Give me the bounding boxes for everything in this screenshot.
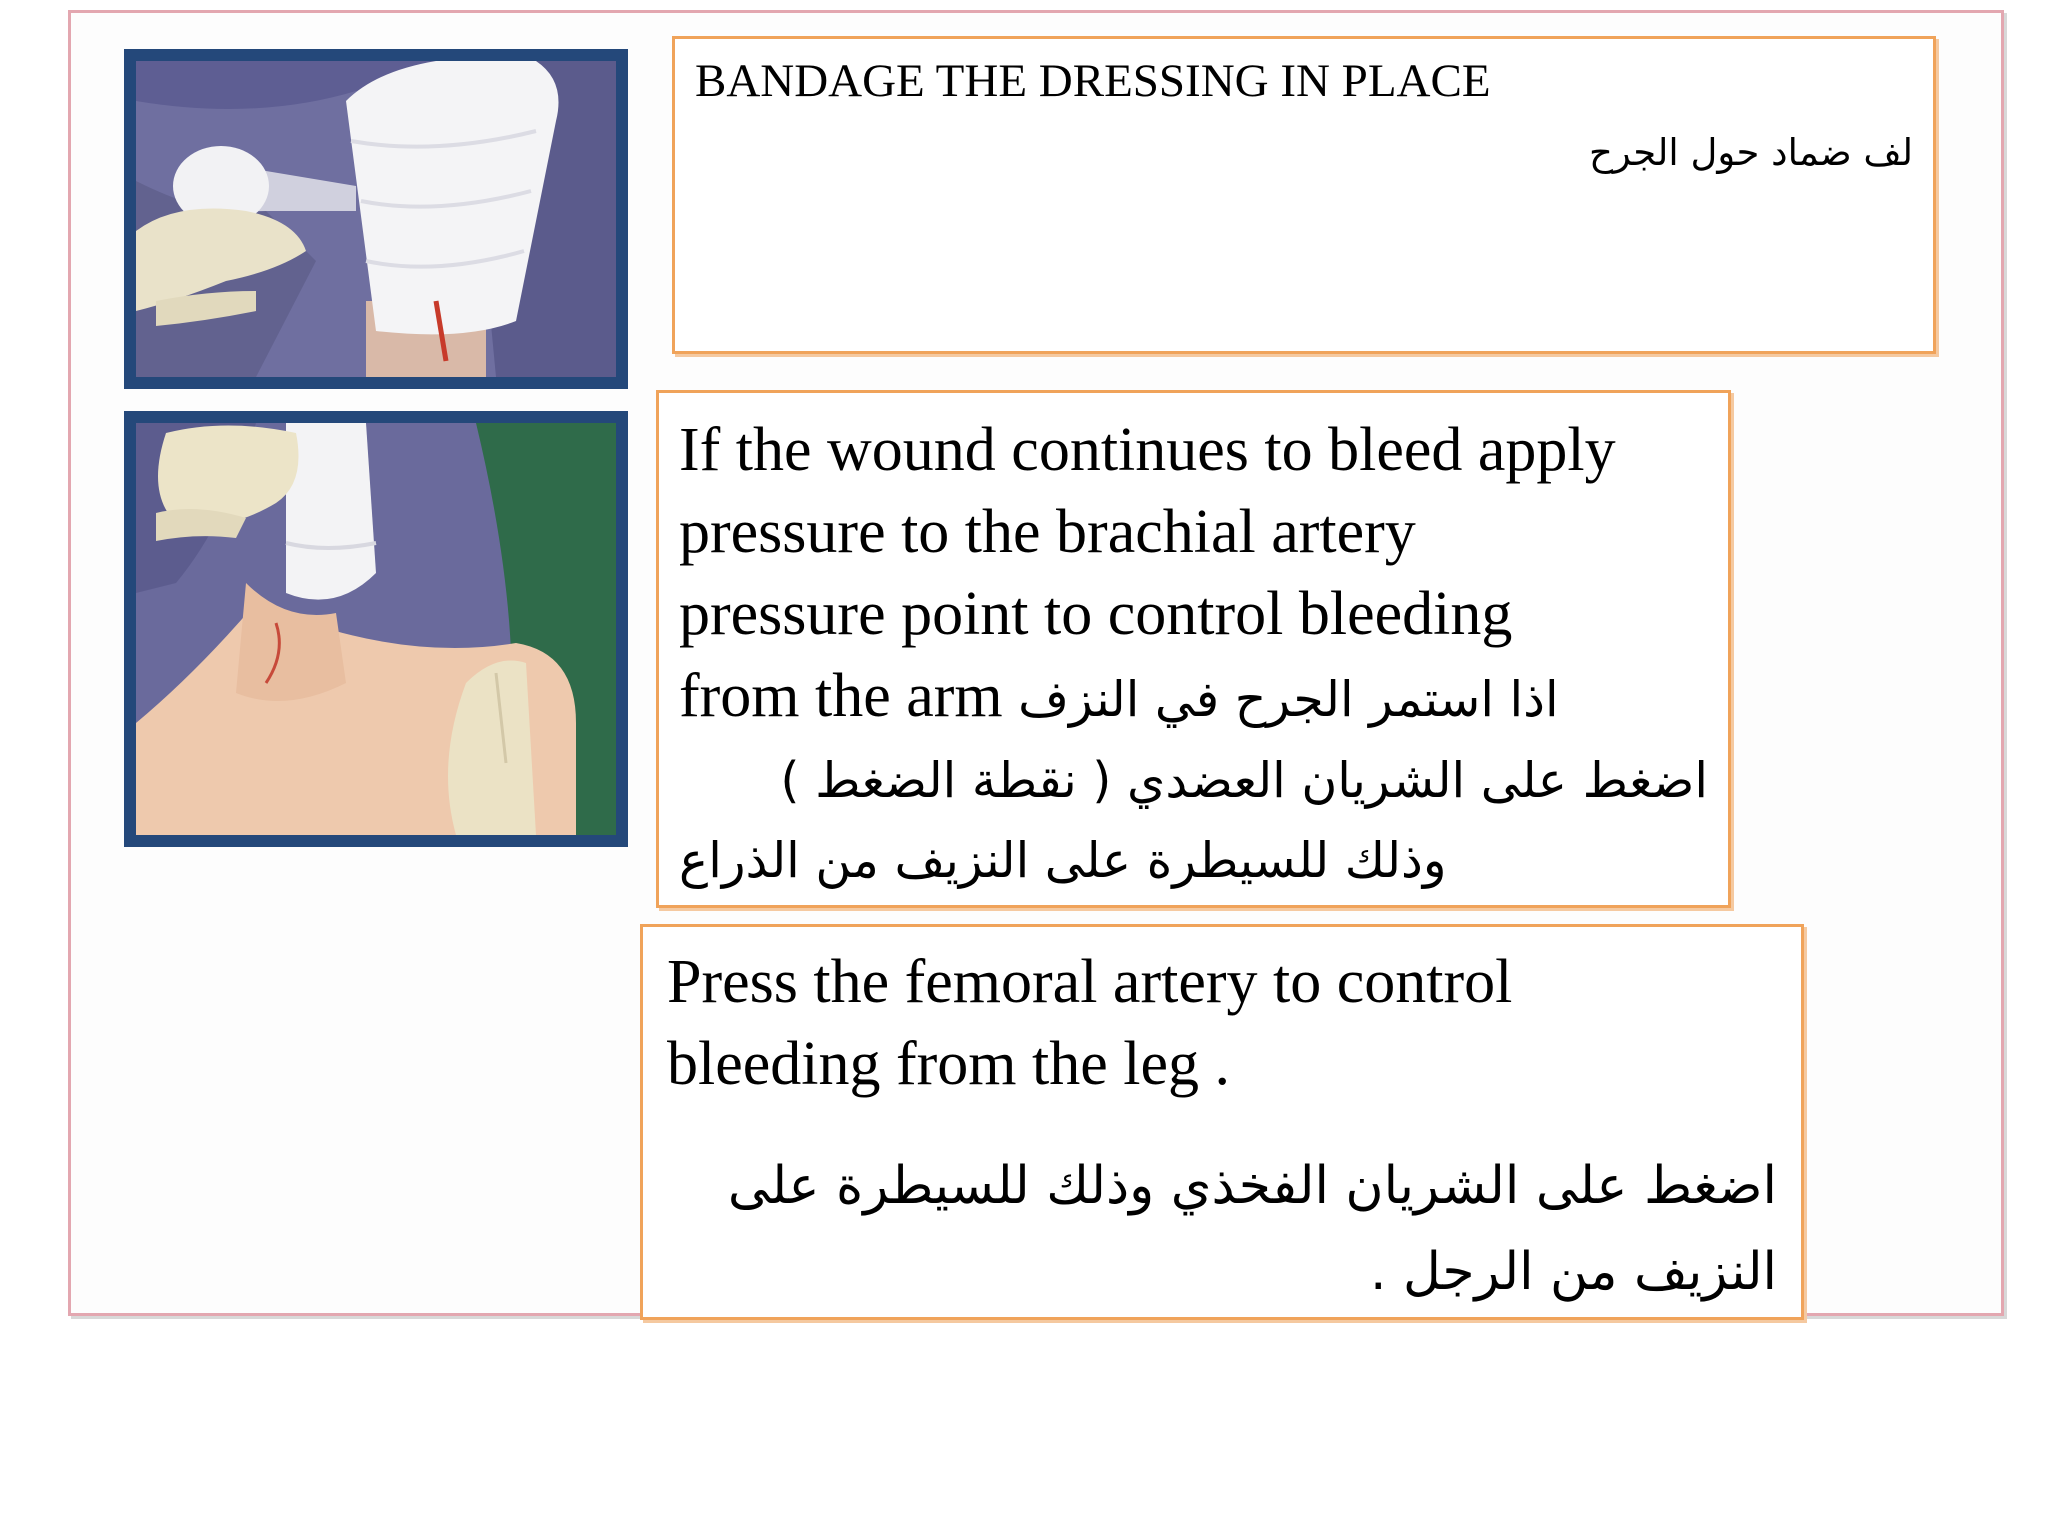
bandage-wrapping-illustration bbox=[136, 61, 616, 377]
bandage-arabic-text: لف ضماد حول الجرح bbox=[1588, 131, 1913, 175]
brachial-line-4-arabic: اذا استمر الجرح في النزف bbox=[1018, 671, 1559, 728]
femoral-arabic-line-2: النزيف من الرجل . bbox=[1369, 1242, 1777, 1302]
femoral-arabic-text bbox=[667, 1143, 1777, 1315]
brachial-pressure-illustration bbox=[136, 423, 616, 835]
femoral-line-1: Press the femoral artery to control bbox=[667, 948, 1513, 1016]
femoral-arabic-line-1: اضغط على الشريان الفخذي وذلك للسيطرة على bbox=[727, 1156, 1777, 1216]
brachial-arabic-line-6: وذلك للسيطرة على النزيف من الذراع bbox=[679, 832, 1447, 889]
brachial-pressure-photo bbox=[124, 411, 628, 847]
brachial-line-2: pressure to the brachial artery bbox=[679, 498, 1416, 566]
brachial-line-4 bbox=[679, 655, 1708, 741]
brachial-arabic-line-5: اضغط على الشريان العضدي ( نقطة الضغط ) bbox=[780, 752, 1708, 809]
bandage-instruction-box bbox=[672, 36, 1936, 354]
femoral-instruction-box bbox=[640, 924, 1804, 1320]
femoral-line-2: bleeding from the leg . bbox=[667, 1030, 1230, 1098]
brachial-line-1: If the wound continues to bleed apply bbox=[679, 416, 1616, 484]
brachial-line-3: pressure point to control bleeding bbox=[679, 580, 1513, 648]
bandage-wrapping-photo bbox=[124, 49, 628, 389]
brachial-line-4-english: from the arm bbox=[679, 662, 1003, 730]
bandage-title: BANDAGE THE DRESSING IN PLACE bbox=[695, 55, 1491, 107]
brachial-instruction-box bbox=[656, 390, 1731, 908]
